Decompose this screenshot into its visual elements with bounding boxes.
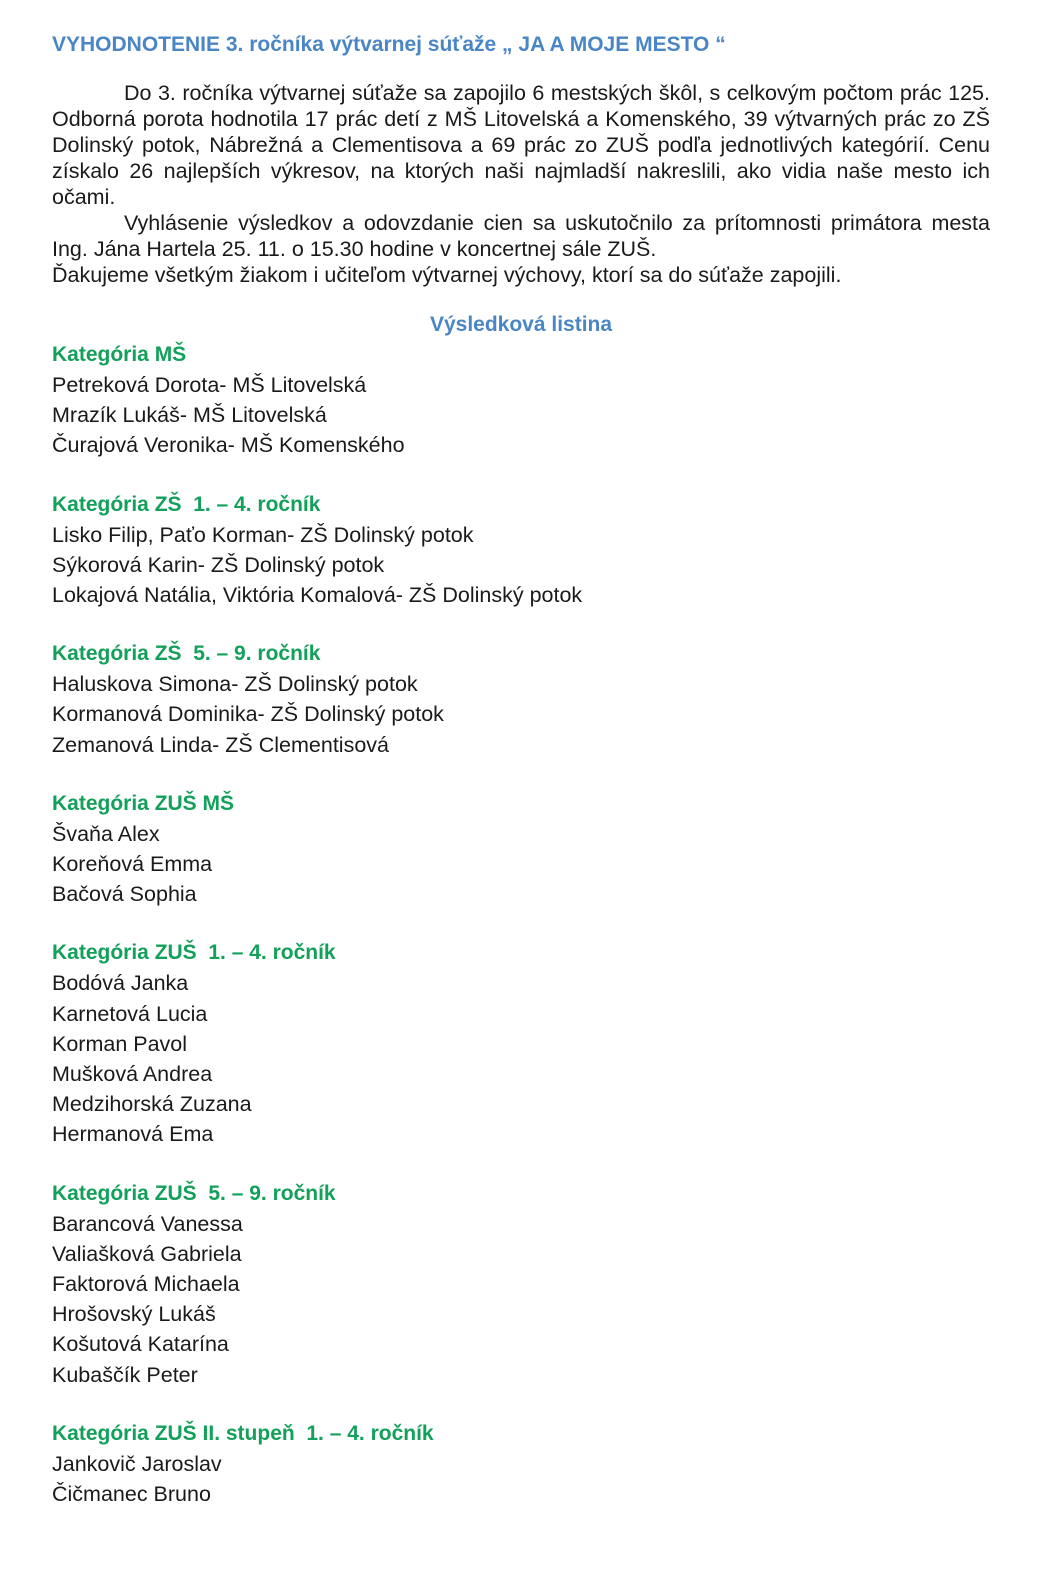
results-title: Výsledková listina <box>429 313 613 336</box>
winner-entry: Korman Pavol <box>52 1031 188 1056</box>
winner-entry: Mrazík Lukáš- MŠ Litovelská <box>52 403 327 428</box>
winner-entry: Koreňová Emma <box>52 852 213 877</box>
winner-entry: Valiašková Gabriela <box>52 1241 242 1266</box>
winner-entry: Lisko Filip, Paťo Korman- ZŠ Dolinský potok <box>52 522 474 547</box>
winner-entry: Karnetová Lucia <box>52 1001 208 1026</box>
category-block <box>52 1419 990 1509</box>
category-heading: Kategória MŠ <box>52 343 187 366</box>
winner-entry: Medzihorská Zuzana <box>52 1092 252 1117</box>
category-heading: Kategória ZUŠ MŠ <box>52 791 235 815</box>
category-block <box>52 490 990 611</box>
winner-entry: Kormanová Dominika- ZŠ Dolinský potok <box>52 702 444 727</box>
winner-entry: Jankovič Jaroslav <box>52 1451 222 1476</box>
winner-entry: Bačová Sophia <box>52 882 197 907</box>
winner-entry: Sýkorová Karin- ZŠ Dolinský potok <box>52 552 385 577</box>
category-heading: Kategória ZUŠ II. stupeň 1. – 4. ročník <box>52 1421 434 1445</box>
document-page <box>52 30 990 1538</box>
ceremony-paragraph: Vyhlásenie výsledkov a odovzdanie cien sa uskutočnilo za prítomnosti primátora mesta Ing. Jána Hartela 25. 11. o 15.30 hodine v koncertnej sále ZUŠ. <box>52 211 990 261</box>
category-block <box>52 789 990 910</box>
winner-entry: Švaňa Alex <box>52 821 160 846</box>
thanks-paragraph: Ďakujeme všetkým žiakom i učiteľom výtvarnej výchovy, ktorí sa do súťaže zapojili. <box>52 263 842 287</box>
winner-entry: Barancová Vanessa <box>52 1211 243 1236</box>
category-block <box>52 340 990 461</box>
winner-entry: Zemanová Linda- ZŠ Clementisová <box>52 732 389 757</box>
winner-entry: Čurajová Veronika- MŠ Komenského <box>52 433 405 458</box>
winner-entry: Petreková Dorota- MŠ Litovelská <box>52 373 367 397</box>
category-block <box>52 1179 990 1390</box>
winner-entry: Mušková Andrea <box>52 1062 213 1087</box>
winner-entry: Faktorová Michaela <box>52 1272 240 1297</box>
winner-entry: Kubaščík Peter <box>52 1362 198 1387</box>
winner-entry: Hermanová Ema <box>52 1122 214 1147</box>
category-heading: Kategória ZUŠ 5. – 9. ročník <box>52 1181 336 1205</box>
winner-entry: Lokajová Natália, Viktória Komalová- ZŠ Dolinský potok <box>52 583 583 608</box>
winner-entry: Košutová Katarína <box>52 1332 229 1357</box>
winner-entry: Bodóvá Janka <box>52 971 189 996</box>
winner-entry: Hrošovský Lukáš <box>52 1302 216 1327</box>
category-heading: Kategória ZŠ 5. – 9. ročník <box>52 642 321 666</box>
category-block <box>52 639 990 760</box>
document-title: VYHODNOTENIE 3. ročníka výtvarnej súťaže „ JA A MOJE MESTO “ <box>52 33 726 56</box>
results-list <box>52 340 990 1509</box>
winner-entry: Haluskova Simona- ZŠ Dolinský potok <box>52 672 418 697</box>
category-heading: Kategória ZŠ 1. – 4. ročník <box>52 492 321 516</box>
category-block <box>52 938 990 1149</box>
category-heading: Kategória ZUŠ 1. – 4. ročník <box>52 941 336 965</box>
intro-paragraph: Do 3. ročníka výtvarnej súťaže sa zapojilo 6 mestských škôl, s celkovým počtom prác 125. Odborná porota hodnotila 17 prác detí z MŠ Litovelská a Komenského, 39 výtvarných prác zo ZŠ Dolinský potok, Nábrežná a Clementisova a 69 prác zo ZUŠ podľa jednotlivých kategórií. Cenu získalo 26 najlepších výkresov, na ktorých naši najmladší nakreslili, ako vidia naše mesto ich očami. <box>52 81 990 209</box>
winner-entry: Čičmanec Bruno <box>52 1482 211 1507</box>
